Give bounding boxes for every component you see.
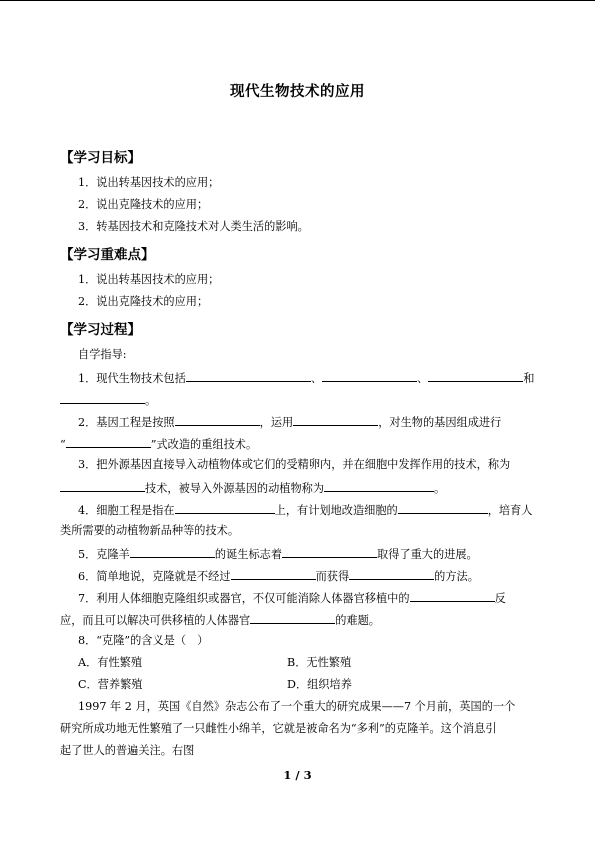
- objective-item: 1．说出转基因技术的应用；: [78, 176, 220, 189]
- answer-blank[interactable]: [66, 436, 151, 448]
- question-2: 2．基因工程是按照 ，运用 ，对生物的基因组成进行: [78, 416, 502, 429]
- header-rule: [0, 0, 595, 1]
- option-d[interactable]: D．组织培养: [287, 678, 352, 691]
- question-3: 3．把外源基因直接导入动植物体或它们的受精卵内，并在细胞中发挥作用的技术，称为: [78, 458, 511, 471]
- passage-line: 研究所成功地无性繁殖了一只雌性小绵羊，它就是被命名为“多利”的克隆羊。这个消息引: [60, 722, 497, 735]
- question-7: 7．利用人体细胞克隆组织或器官，不仅可能消除人体器官移植中的 反: [78, 592, 506, 605]
- question-2-continued: “ ”式改造的重组技术。: [60, 438, 258, 451]
- option-c[interactable]: C．营养繁殖: [78, 678, 143, 691]
- self-study-guide-label: 自学指导:: [78, 348, 127, 361]
- answer-blank[interactable]: [282, 546, 377, 558]
- objective-item: 2．说出克隆技术的应用；: [78, 198, 209, 211]
- section-heading-objectives: 【学习目标】: [60, 150, 141, 166]
- key-point-item: 1．说出转基因技术的应用；: [78, 273, 220, 286]
- answer-blank[interactable]: [322, 370, 417, 382]
- answer-blank[interactable]: [175, 414, 260, 426]
- section-heading-process: 【学习过程】: [60, 322, 141, 338]
- key-point-item: 2．说出克隆技术的应用；: [78, 295, 209, 308]
- answer-blank[interactable]: [349, 568, 434, 580]
- question-4-continued: 类所需要的动植物新品种等的技术。: [60, 524, 240, 537]
- option-a[interactable]: A．有性繁殖: [78, 656, 143, 669]
- question-1: 1．现代生物技术包括 、 、 和: [78, 372, 535, 385]
- answer-blank[interactable]: [175, 502, 275, 514]
- question-7-continued: 应，而且可以解决可供移植的人体器官 的难题。: [60, 614, 380, 627]
- question-4: 4．细胞工程是指在 上，有计划地改造细胞的 ，培育人: [78, 504, 533, 517]
- passage-line: 起了世人的普遍关注。右图: [60, 744, 195, 757]
- question-6: 6．简单地说，克隆就是不经过 而获得 的方法。: [78, 570, 479, 583]
- answer-blank[interactable]: [428, 370, 523, 382]
- answer-blank[interactable]: [231, 568, 316, 580]
- answer-blank[interactable]: [250, 612, 335, 624]
- option-b[interactable]: B．无性繁殖: [287, 656, 352, 669]
- page-number: 1 / 3: [283, 768, 312, 782]
- answer-blank[interactable]: [410, 590, 495, 602]
- question-8-stem: 8．“克隆”的含义是（ ）: [78, 634, 209, 647]
- answer-blank[interactable]: [130, 546, 215, 558]
- objective-item: 3．转基因技术和克隆技术对人类生活的影响。: [78, 220, 309, 233]
- question-1-continued: 。: [60, 392, 156, 408]
- answer-blank[interactable]: [60, 480, 145, 492]
- question-3-continued: 技术，被导入外源基因的动植物称为 。: [60, 480, 445, 496]
- page-title: 现代生物技术的应用: [230, 84, 365, 100]
- answer-blank[interactable]: [60, 392, 145, 404]
- answer-blank[interactable]: [293, 414, 378, 426]
- section-heading-key-points: 【学习重难点】: [60, 247, 155, 263]
- question-5: 5．克隆羊 的诞生标志着 取得了重大的进展。: [78, 548, 478, 561]
- answer-blank[interactable]: [186, 370, 311, 382]
- answer-blank[interactable]: [324, 480, 434, 492]
- passage-line: 1997 年 2 月，英国《自然》杂志公布了一个重大的研究成果——7 个月前，英国的一个: [78, 700, 516, 713]
- answer-blank[interactable]: [398, 502, 488, 514]
